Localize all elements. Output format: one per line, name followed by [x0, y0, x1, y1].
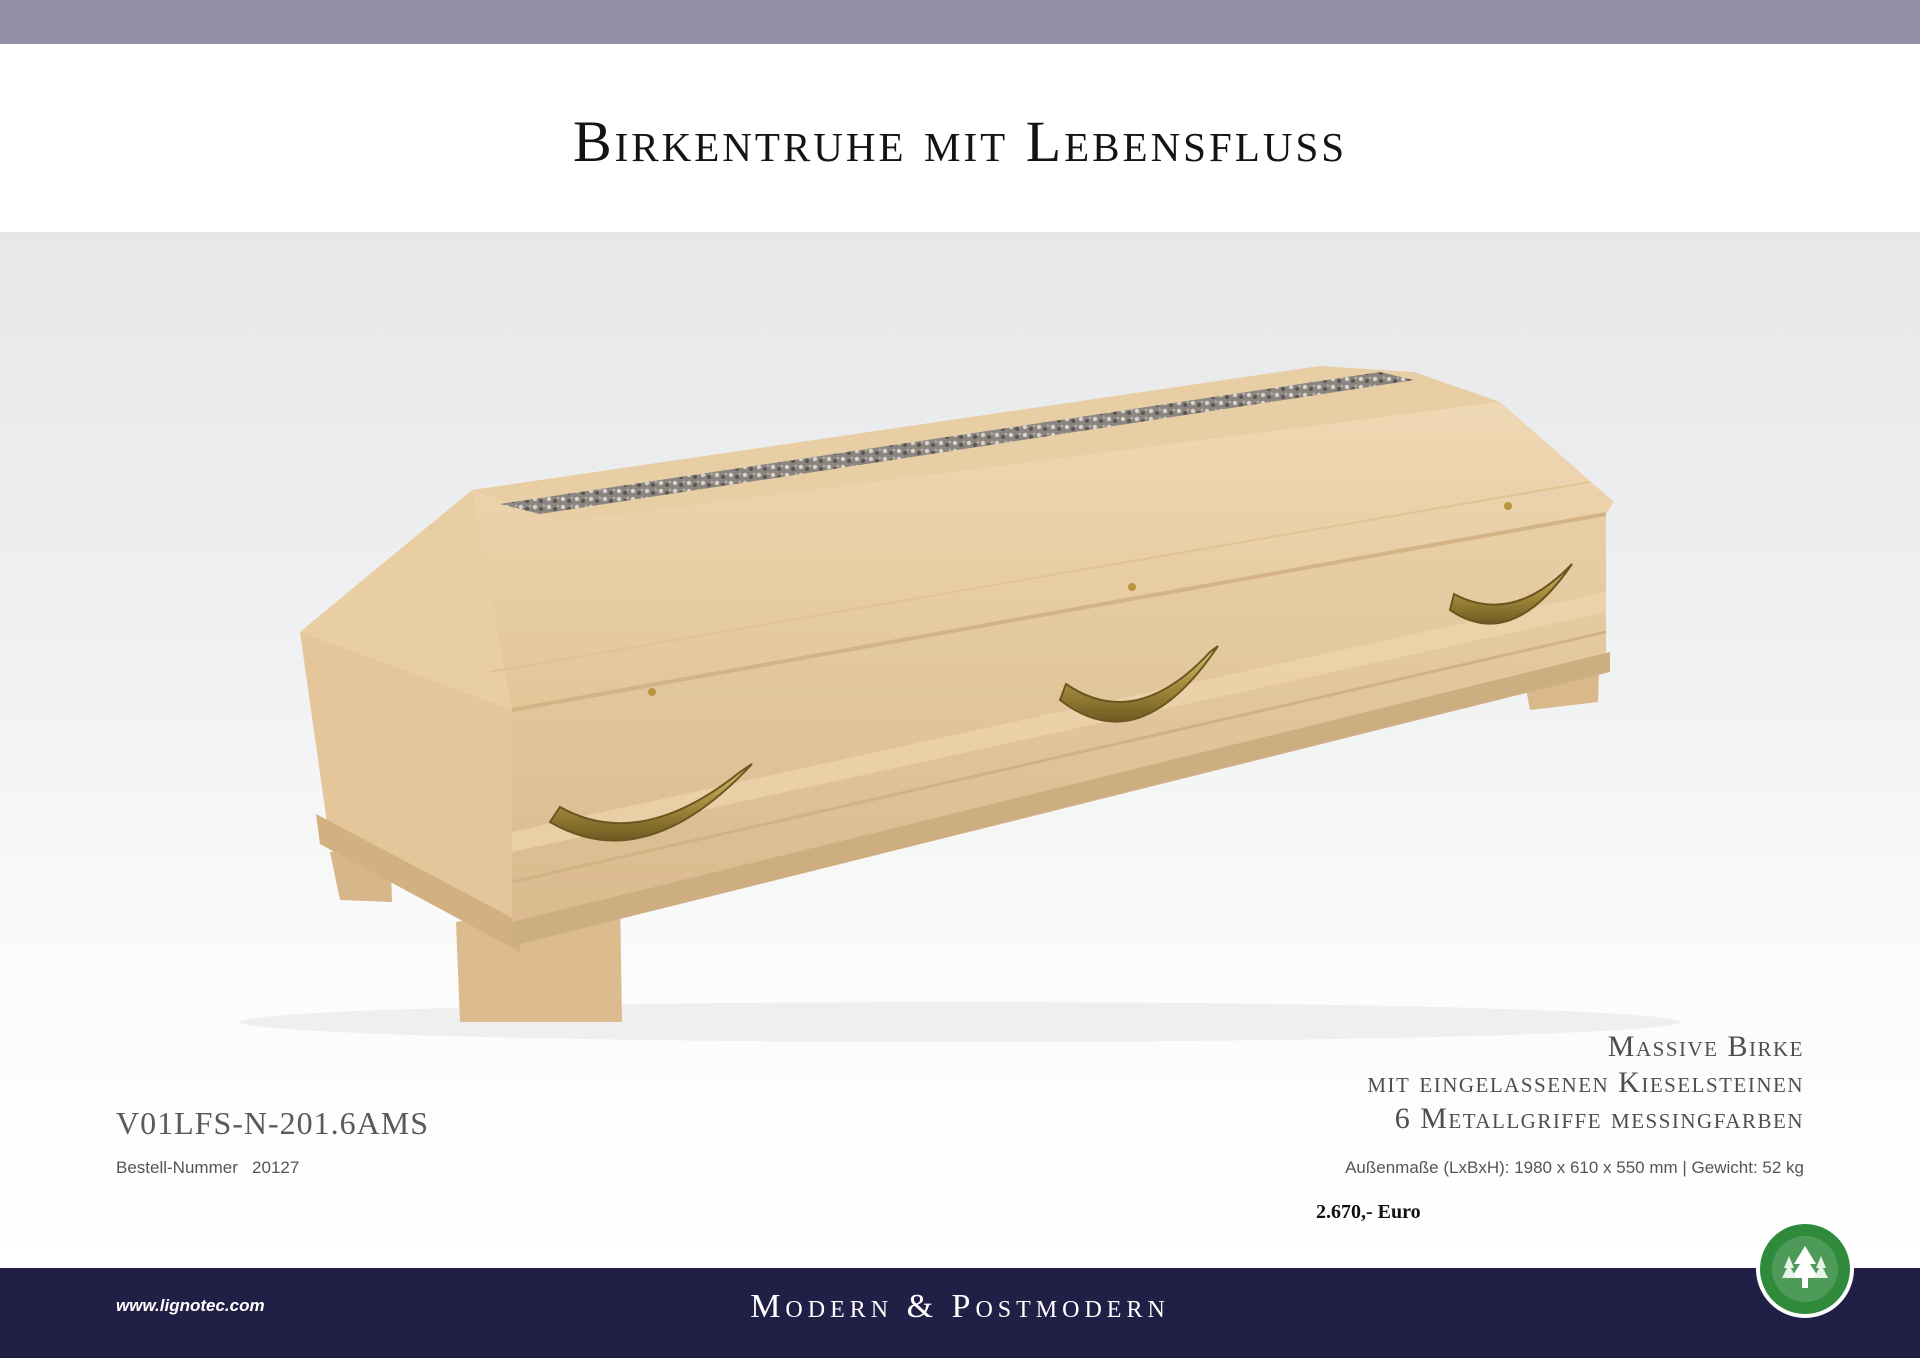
order-number-value: 20127 [252, 1158, 300, 1177]
website-link[interactable]: www.lignotec.com [116, 1296, 265, 1315]
mhg-lignotec-logo [1754, 1218, 1856, 1320]
top-bar [0, 0, 1920, 44]
product-image [0, 232, 1920, 1052]
feature-material: Massive Birke [1607, 1030, 1804, 1063]
order-number-label: Bestell-Nummer [116, 1158, 238, 1177]
article-number: V01LFS-N-201.6AMS [116, 1105, 430, 1141]
price: 2.670,- Euro [1316, 1201, 1421, 1223]
page-title: Birkentruhe mit Lebensfluss [572, 109, 1348, 174]
dimensions-weight: Außenmaße (LxBxH): 1980 x 610 x 550 mm | Gewicht: 52 kg [1345, 1158, 1804, 1177]
feature-pebbles: mit eingelassenen Kieselsteinen [1367, 1066, 1804, 1099]
feature-handles: 6 Metallgriffe messingfarben [1394, 1102, 1804, 1135]
order-number-line [116, 1158, 299, 1178]
category-title: Modern & Postmodern [750, 1288, 1170, 1325]
